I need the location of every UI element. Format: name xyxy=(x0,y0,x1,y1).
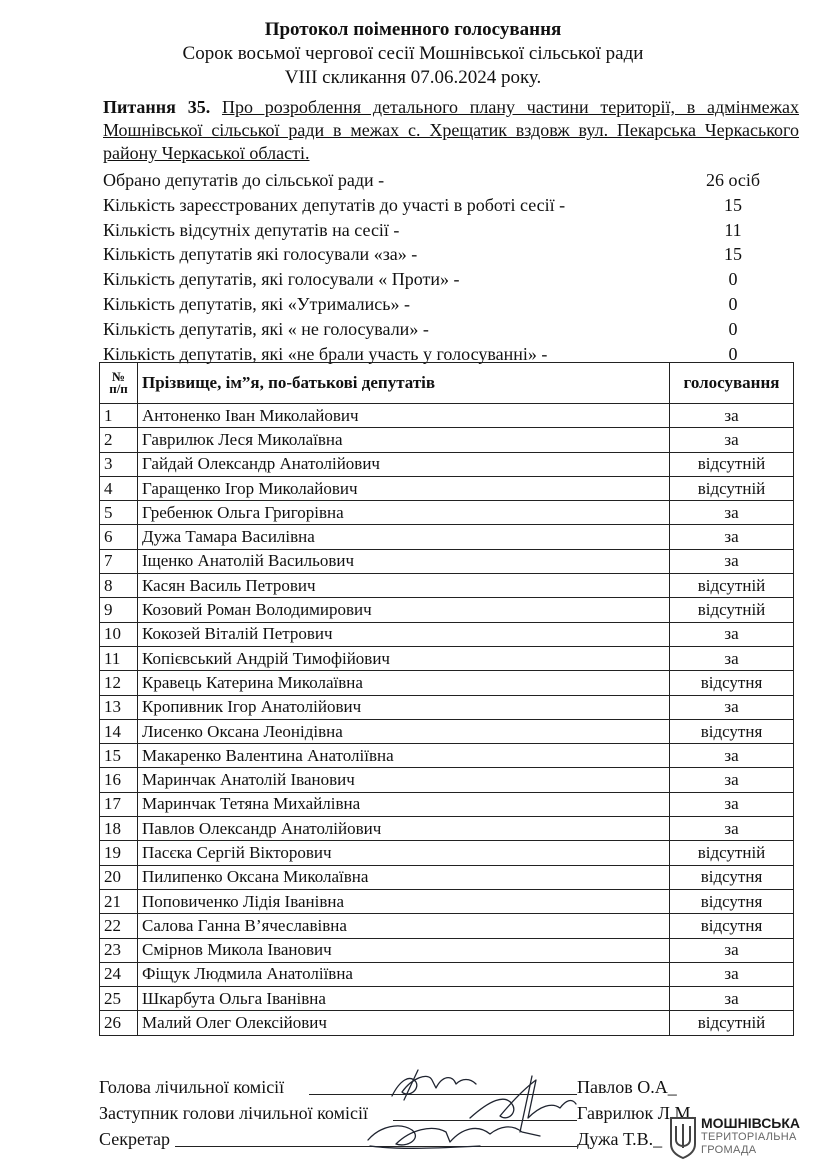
vote-statistics xyxy=(103,168,783,366)
vote-result-cell: відсутній xyxy=(670,574,794,598)
deputy-name-cell: Іщенко Анатолій Васильович xyxy=(138,549,670,573)
row-number-cell: 25 xyxy=(100,987,138,1011)
stat-label: Кількість відсутніх депутатів на сесії - xyxy=(103,219,400,240)
row-number-cell: 15 xyxy=(100,744,138,768)
stat-value: 15 xyxy=(724,194,742,215)
stat-label: Кількість депутатів які голосували «за» - xyxy=(103,244,418,265)
row-number-cell: 26 xyxy=(100,1011,138,1035)
deputy-name-cell: Кравець Катерина Миколаївна xyxy=(138,671,670,695)
row-number-cell: 3 xyxy=(100,452,138,476)
stat-value: 15 xyxy=(724,244,742,265)
table-row xyxy=(100,1011,794,1035)
deputy-name-cell: Антоненко Іван Миколайович xyxy=(138,404,670,428)
row-number-cell: 18 xyxy=(100,817,138,841)
table-row xyxy=(100,792,794,816)
table-row xyxy=(100,938,794,962)
vote-result-cell: відсутній xyxy=(670,476,794,500)
row-number-cell: 11 xyxy=(100,646,138,670)
vote-result-cell: за xyxy=(670,768,794,792)
table-row xyxy=(100,646,794,670)
stat-value: 0 xyxy=(728,293,738,314)
deputy-name-cell: Кокозей Віталій Петрович xyxy=(138,622,670,646)
logo-text xyxy=(701,1116,800,1157)
signature-block xyxy=(99,1074,719,1152)
table-row xyxy=(100,841,794,865)
deputy-name-cell: Гребенюк Ольга Григорівна xyxy=(138,501,670,525)
row-number-cell: 14 xyxy=(100,719,138,743)
stat-label: Кількість депутатів, які «Утримались» - xyxy=(103,293,410,314)
stat-label: Кількість зареєстрованих депутатів до участі в роботі сесії - xyxy=(103,194,566,215)
table-row xyxy=(100,914,794,938)
vote-result-cell: відсутня xyxy=(670,914,794,938)
signature-row-deputy-chair xyxy=(99,1100,719,1126)
deputy-name-cell: Павлов Олександр Анатолійович xyxy=(138,817,670,841)
stat-label: Кількість депутатів, які « не голосували» - xyxy=(103,318,429,339)
question-number: Питання 35. xyxy=(103,97,211,117)
signature-name: Дужа Т.В._ xyxy=(577,1129,663,1149)
deputy-name-cell: Дужа Тамара Василівна xyxy=(138,525,670,549)
stat-label: Обрано депутатів до сільської ради - xyxy=(103,170,385,190)
stat-row xyxy=(103,168,783,193)
deputy-name-cell: Копієвський Андрій Тимофійович xyxy=(138,646,670,670)
table-row xyxy=(100,987,794,1011)
stat-row xyxy=(103,242,783,267)
row-number-cell: 16 xyxy=(100,768,138,792)
deputy-name-cell: Салова Ганна В’ячеславівна xyxy=(138,914,670,938)
table-row xyxy=(100,622,794,646)
row-number-cell: 2 xyxy=(100,428,138,452)
table-row xyxy=(100,501,794,525)
stat-row xyxy=(103,218,783,243)
deputy-name-cell: Пасєка Сергій Вікторович xyxy=(138,841,670,865)
table-row xyxy=(100,671,794,695)
table-row xyxy=(100,889,794,913)
column-header-number xyxy=(100,363,138,404)
signature-role: Заступник голови лічильної комісії xyxy=(99,1103,368,1123)
table-row xyxy=(100,744,794,768)
column-header-name: Прізвище, ім”я, по-батькові депутатів xyxy=(138,363,670,404)
vote-result-cell: за xyxy=(670,792,794,816)
vote-result-cell: відсутній xyxy=(670,452,794,476)
row-number-cell: 17 xyxy=(100,792,138,816)
table-row xyxy=(100,695,794,719)
stat-value: 0 xyxy=(728,343,738,364)
signature-role: Секретар xyxy=(99,1129,171,1149)
deputy-name-cell: Пилипенко Оксана Миколаївна xyxy=(138,865,670,889)
table-row xyxy=(100,719,794,743)
logo-line3: ГРОМАДА xyxy=(701,1144,757,1156)
signature-line xyxy=(393,1120,577,1121)
row-number-cell: 5 xyxy=(100,501,138,525)
row-number-cell: 9 xyxy=(100,598,138,622)
deputy-name-cell: Гайдай Олександр Анатолійович xyxy=(138,452,670,476)
table-row xyxy=(100,598,794,622)
row-number-cell: 6 xyxy=(100,525,138,549)
table-row xyxy=(100,817,794,841)
vote-result-cell: за xyxy=(670,622,794,646)
deputy-name-cell: Макаренко Валентина Анатоліївна xyxy=(138,744,670,768)
roll-call-table xyxy=(99,362,794,1036)
signature-row-chair xyxy=(99,1074,719,1100)
vote-result-cell: за xyxy=(670,987,794,1011)
stat-label: Кількість депутатів, які голосували « Проти» - xyxy=(103,269,460,290)
deputy-name-cell: Кропивник Ігор Анатолійович xyxy=(138,695,670,719)
signature-line xyxy=(309,1094,577,1095)
row-number-cell: 22 xyxy=(100,914,138,938)
stat-value: 0 xyxy=(728,269,738,290)
stat-row xyxy=(103,292,783,317)
vote-result-cell: за xyxy=(670,646,794,670)
table-header-row xyxy=(100,363,794,404)
community-logo xyxy=(668,1114,818,1164)
row-number-cell: 21 xyxy=(100,889,138,913)
table-row xyxy=(100,865,794,889)
document-subtitle-session: Сорок восьмої чергової сесії Мошнівської сільської ради xyxy=(182,43,644,64)
vote-result-cell: за xyxy=(670,962,794,986)
vote-result-cell: за xyxy=(670,525,794,549)
column-header-vote: голосування xyxy=(670,363,794,404)
deputy-name-cell: Фіщук Людмила Анатоліївна xyxy=(138,962,670,986)
vote-result-cell: за xyxy=(670,404,794,428)
deputy-name-cell: Гаврилюк Леся Миколаївна xyxy=(138,428,670,452)
row-number-cell: 7 xyxy=(100,549,138,573)
vote-result-cell: за xyxy=(670,428,794,452)
table-row xyxy=(100,525,794,549)
vote-result-cell: відсутня xyxy=(670,671,794,695)
row-number-cell: 4 xyxy=(100,476,138,500)
table-row xyxy=(100,452,794,476)
deputy-name-cell: Касян Василь Петрович xyxy=(138,574,670,598)
stat-row xyxy=(103,267,783,292)
table-row xyxy=(100,768,794,792)
vote-result-cell: відсутня xyxy=(670,719,794,743)
signature-name: Гаврилюк Л.М. xyxy=(577,1103,695,1123)
signature-row-secretary xyxy=(99,1126,719,1152)
row-number-cell: 23 xyxy=(100,938,138,962)
stat-value: 11 xyxy=(724,219,742,240)
signature-role: Голова лічильної комісії xyxy=(99,1077,285,1097)
trident-icon xyxy=(668,1114,698,1160)
deputy-name-cell: Шкарбута Ольга Іванівна xyxy=(138,987,670,1011)
row-number-cell: 19 xyxy=(100,841,138,865)
document-subtitle-date: VIII скликання 07.06.2024 року. xyxy=(284,67,542,88)
row-number-cell: 24 xyxy=(100,962,138,986)
deputy-name-cell: Малий Олег Олексійович xyxy=(138,1011,670,1035)
table-row xyxy=(100,428,794,452)
vote-result-cell: відсутній xyxy=(670,1011,794,1035)
question-text: Про розроблення детального плану частини території, в адмінмежах Мошнівської сільської ради в межах с. Хрещатик вздовж вул. Пекарська Черкаського району Черкаської області. xyxy=(103,97,800,163)
signature-name: Павлов О.А_ xyxy=(577,1077,677,1097)
column-header-number-line2: п/п xyxy=(109,381,128,396)
deputy-name-cell: Маринчак Тетяна Михайлівна xyxy=(138,792,670,816)
vote-result-cell: за xyxy=(670,695,794,719)
vote-result-cell: за xyxy=(670,938,794,962)
row-number-cell: 10 xyxy=(100,622,138,646)
stat-value: 0 xyxy=(728,318,738,339)
signature-line xyxy=(175,1146,577,1147)
vote-result-cell: відсутня xyxy=(670,889,794,913)
vote-result-cell: за xyxy=(670,501,794,525)
document-header xyxy=(0,18,826,90)
row-number-cell: 12 xyxy=(100,671,138,695)
table-row xyxy=(100,476,794,500)
vote-result-cell: відсутня xyxy=(670,865,794,889)
stat-row xyxy=(103,317,783,342)
vote-result-cell: за xyxy=(670,549,794,573)
table-row xyxy=(100,574,794,598)
stat-row xyxy=(103,193,783,218)
row-number-cell: 1 xyxy=(100,404,138,428)
logo-line1: МОШНІВСЬКА xyxy=(701,1115,801,1131)
vote-result-cell: за xyxy=(670,744,794,768)
vote-result-cell: відсутній xyxy=(670,841,794,865)
logo-line2: ТЕРИТОРІАЛЬНА xyxy=(701,1131,797,1143)
row-number-cell: 8 xyxy=(100,574,138,598)
row-number-cell: 20 xyxy=(100,865,138,889)
deputy-name-cell: Лисенко Оксана Леонідівна xyxy=(138,719,670,743)
deputy-name-cell: Гаращенко Ігор Миколайович xyxy=(138,476,670,500)
stat-label: Кількість депутатів, які «не брали участь у голосуванні» - xyxy=(103,343,548,364)
vote-result-cell: за xyxy=(670,817,794,841)
agenda-question xyxy=(103,96,799,165)
vote-result-cell: відсутній xyxy=(670,598,794,622)
deputy-name-cell: Маринчак Анатолій Іванович xyxy=(138,768,670,792)
stat-value: 26 осіб xyxy=(705,170,761,190)
table-row xyxy=(100,962,794,986)
deputy-name-cell: Смірнов Микола Іванович xyxy=(138,938,670,962)
deputy-name-cell: Поповиченко Лідія Іванівна xyxy=(138,889,670,913)
table-body xyxy=(100,404,794,1036)
table-row xyxy=(100,549,794,573)
document-title: Протокол поіменного голосування xyxy=(264,19,562,40)
column-header-number-line1: № xyxy=(111,369,126,384)
table-row xyxy=(100,404,794,428)
deputy-name-cell: Козовий Роман Володимирович xyxy=(138,598,670,622)
row-number-cell: 13 xyxy=(100,695,138,719)
